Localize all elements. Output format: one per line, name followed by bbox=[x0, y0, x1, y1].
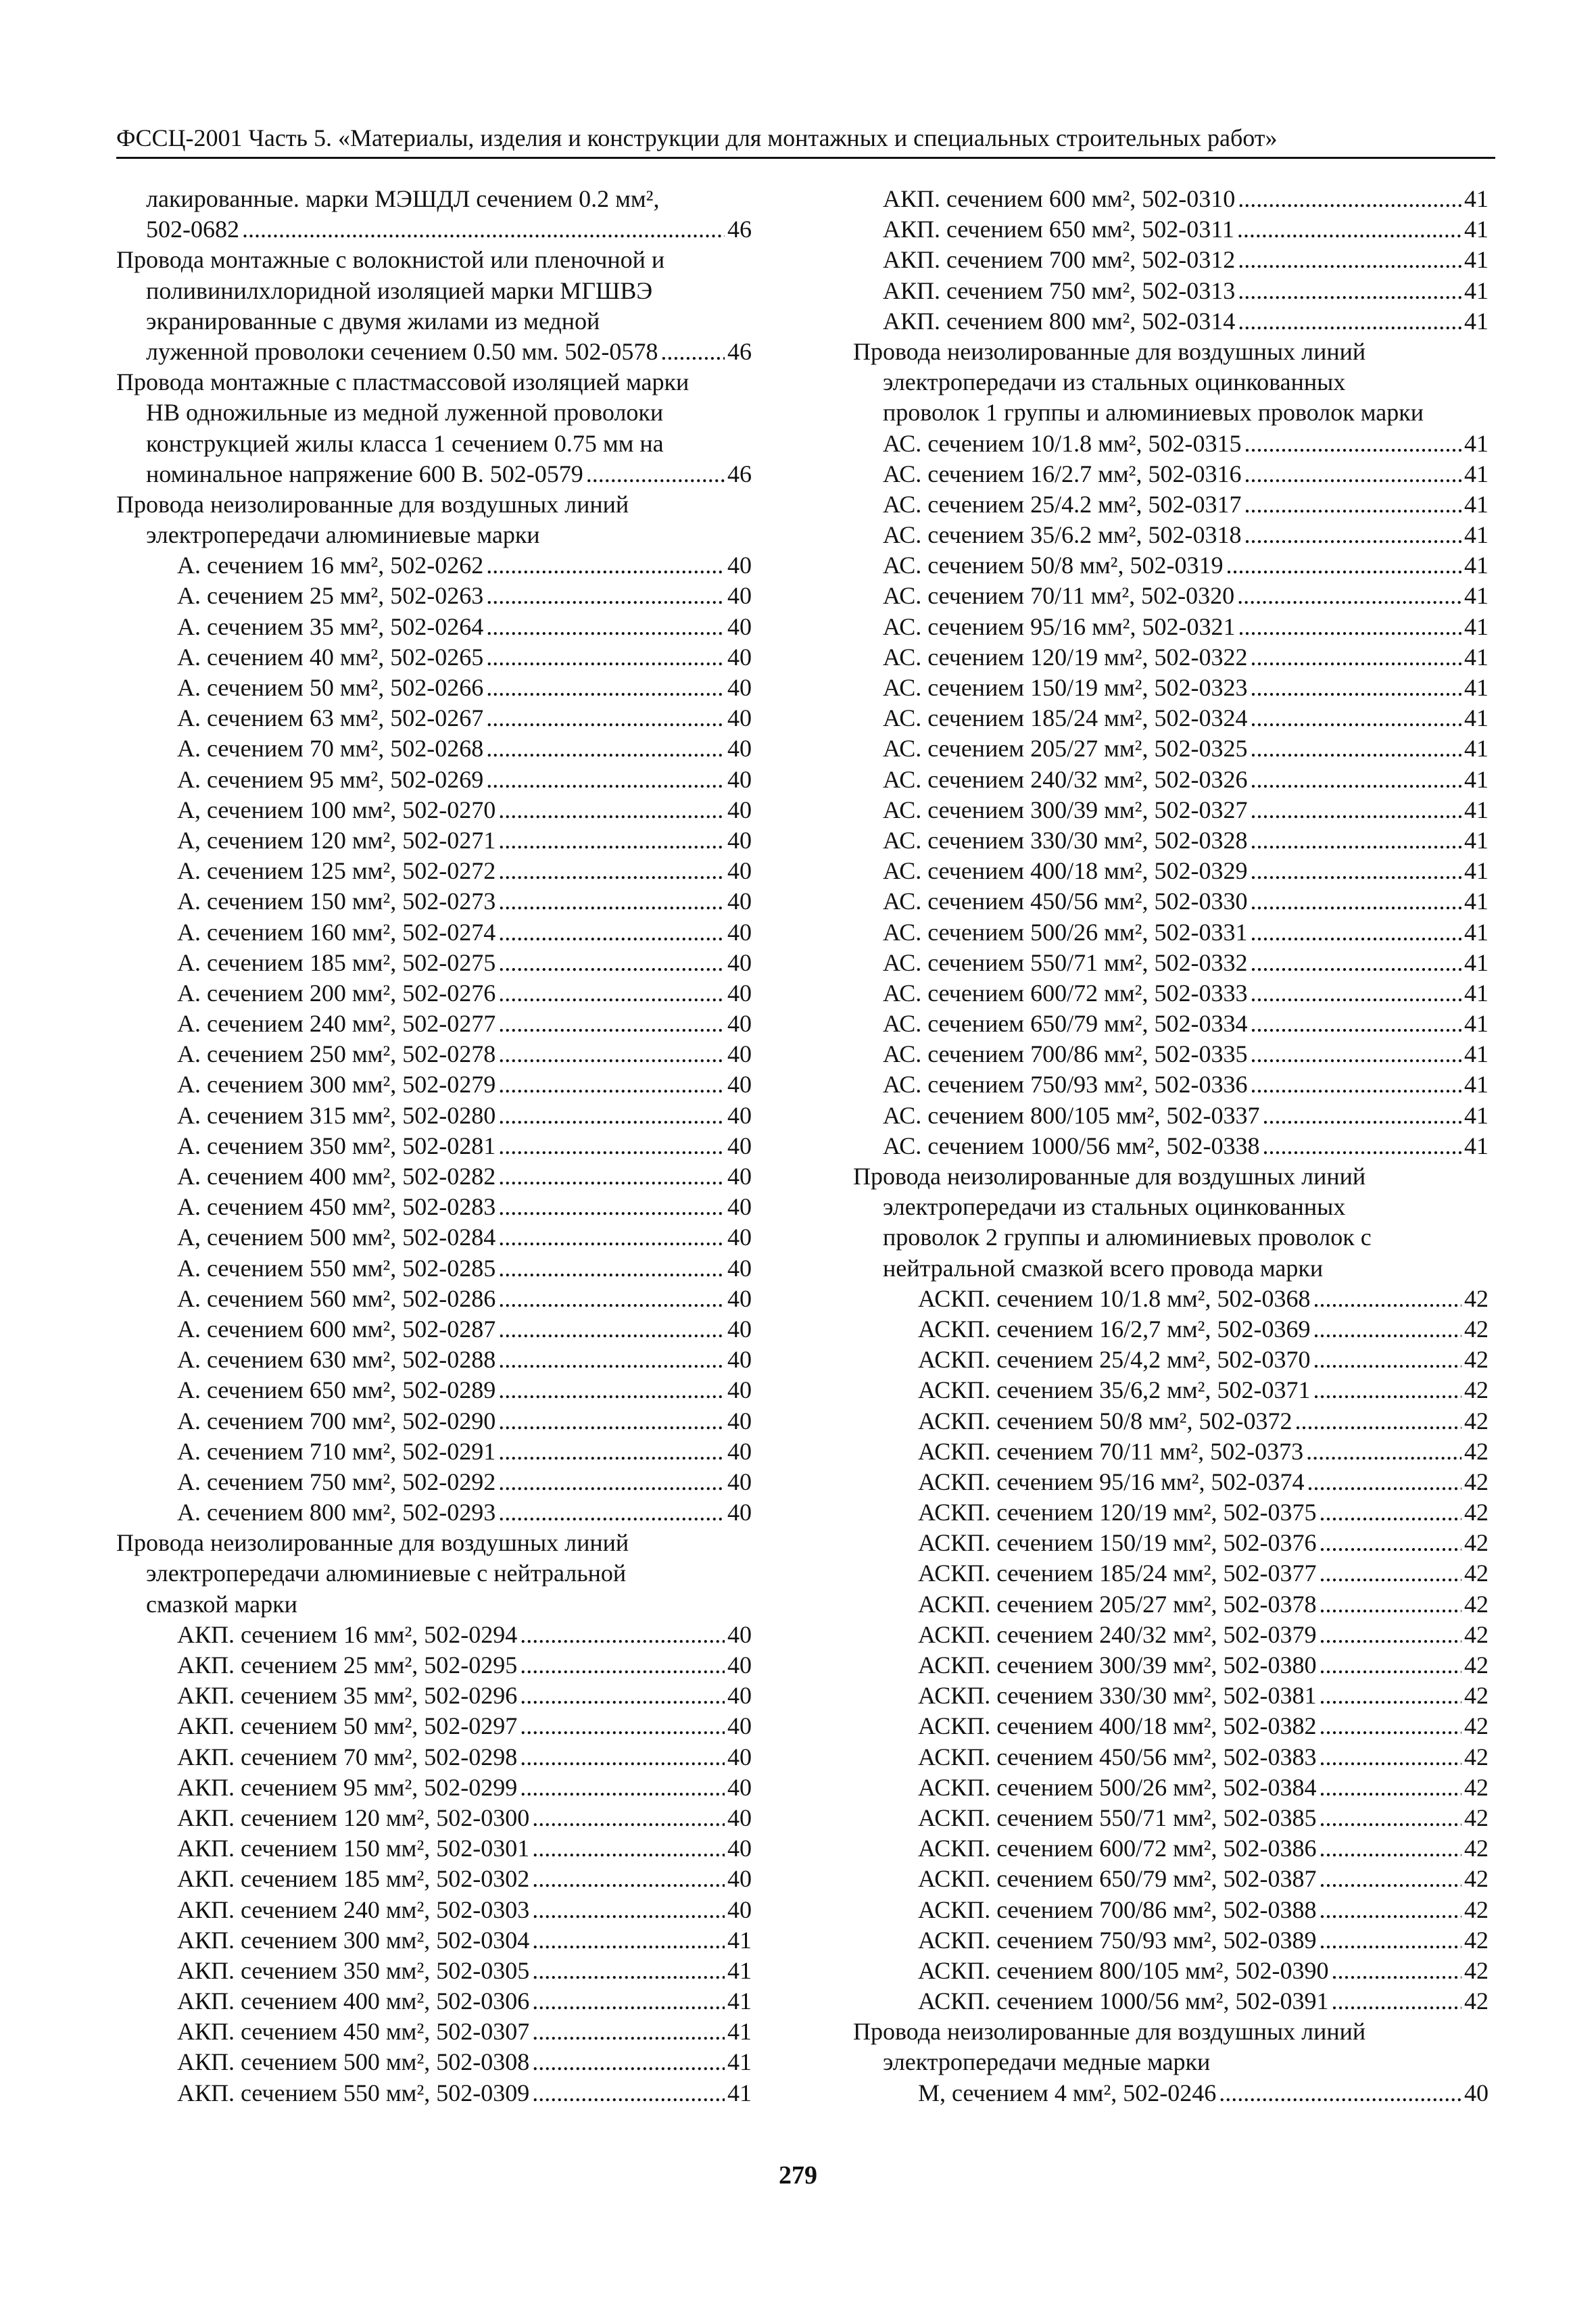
index-entry: луженной проволоки сечением 0.50 мм. 502-0578 ..... 46 bbox=[116, 337, 752, 367]
index-entry: А. сечением 70 мм², 502-0268 ..... 40 bbox=[116, 733, 752, 764]
index-entry: АКП. сечением 800 мм², 502-0314 ..... 41 bbox=[853, 306, 1489, 337]
index-entry: АСКП. сечением 300/39 мм², 502-0380 ..... 42 bbox=[853, 1650, 1489, 1681]
index-entry: А. сечением 550 мм², 502-0285 ..... 40 bbox=[116, 1253, 752, 1284]
index-entry: А. сечением 300 мм², 502-0279 ..... 40 bbox=[116, 1069, 752, 1100]
index-entry: АСКП. сечением 120/19 мм², 502-0375 ..... 42 bbox=[853, 1497, 1489, 1528]
group-heading: Провода неизолированные для воздушных линий bbox=[853, 2018, 1366, 2046]
index-entry: АС. сечением 120/19 мм², 502-0322 ..... 41 bbox=[853, 642, 1489, 673]
index-entry: АКП. сечением 650 мм², 502-0311 ..... 41 bbox=[853, 214, 1489, 245]
index-entry: АС. сечением 1000/56 мм², 502-0338 ..... 41 bbox=[853, 1131, 1489, 1161]
index-entry: АС. сечением 700/86 мм², 502-0335 ..... 41 bbox=[853, 1039, 1489, 1069]
index-entry: А. сечением 560 мм², 502-0286 ..... 40 bbox=[116, 1284, 752, 1314]
index-entry: АСКП. сечением 500/26 мм², 502-0384 ..... 42 bbox=[853, 1772, 1489, 1803]
index-entry: АС. сечением 50/8 мм², 502-0319 ..... 41 bbox=[853, 550, 1489, 581]
index-entry: АКП. сечением 35 мм², 502-0296 ..... 40 bbox=[116, 1681, 752, 1711]
group-heading-cont: электропередачи алюминиевые с нейтральной bbox=[146, 1560, 627, 1587]
entry-list bbox=[853, 429, 1489, 1162]
index-entry: А. сечением 750 мм², 502-0292 ..... 40 bbox=[116, 1467, 752, 1497]
index-entry: А. сечением 200 мм², 502-0276 ..... 40 bbox=[116, 978, 752, 1009]
index-entry: АСКП. сечением 150/19 мм², 502-0376 ..... 42 bbox=[853, 1528, 1489, 1558]
group-heading-cont: электропередачи медные марки bbox=[883, 2048, 1211, 2076]
group-heading-cont: проволок 1 группы и алюминиевых проволок марки bbox=[883, 399, 1424, 427]
index-entry: АС. сечением 35/6.2 мм², 502-0318 ..... 41 bbox=[853, 520, 1489, 550]
index-entry: АС. сечением 800/105 мм², 502-0337 ..... 41 bbox=[853, 1101, 1489, 1131]
group-heading: Провода неизолированные для воздушных линий bbox=[853, 1163, 1366, 1190]
index-entry: А. сечением 710 мм², 502-0291 ..... 40 bbox=[116, 1437, 752, 1467]
index-entry: А. сечением 95 мм², 502-0269 ..... 40 bbox=[116, 765, 752, 795]
index-entry: А. сечением 160 мм², 502-0274 ..... 40 bbox=[116, 917, 752, 948]
index-entry: АКП. сечением 700 мм², 502-0312 ..... 41 bbox=[853, 245, 1489, 275]
index-entry: А. сечением 16 мм², 502-0262 ..... 40 bbox=[116, 550, 752, 581]
index-entry: АКП. сечением 50 мм², 502-0297 ..... 40 bbox=[116, 1711, 752, 1741]
group-heading: Провода монтажные с пластмассовой изоляцией марки bbox=[116, 368, 690, 396]
entry-list bbox=[853, 1284, 1489, 2017]
entry-list bbox=[853, 184, 1489, 337]
index-entry: А. сечением 400 мм², 502-0282 ..... 40 bbox=[116, 1161, 752, 1192]
index-entry: АСКП. сечением 95/16 мм², 502-0374 ..... 42 bbox=[853, 1467, 1489, 1497]
index-entry: АКП. сечением 16 мм², 502-0294 ..... 40 bbox=[116, 1620, 752, 1650]
index-entry: АКП. сечением 95 мм², 502-0299 ..... 40 bbox=[116, 1772, 752, 1803]
index-entry: АСКП. сечением 185/24 мм², 502-0377 ..... 42 bbox=[853, 1558, 1489, 1589]
group-heading-cont: электропередачи алюминиевые марки bbox=[146, 521, 540, 549]
index-entry: А. сечением 350 мм², 502-0281 ..... 40 bbox=[116, 1131, 752, 1161]
index-entry: А. сечением 630 мм², 502-0288 ..... 40 bbox=[116, 1345, 752, 1375]
group-heading-cont: конструкцией жилы класса 1 сечением 0.75 мм на bbox=[146, 429, 664, 457]
group-heading-cont: электропередачи из стальных оцинкованных bbox=[883, 368, 1346, 396]
index-entry: АС. сечением 750/93 мм², 502-0336 ..... 41 bbox=[853, 1069, 1489, 1100]
index-entry: номинальное напряжение 600 В. 502-0579 ..... 46 bbox=[116, 459, 752, 489]
entry-list bbox=[116, 1620, 752, 2108]
page-number: 279 bbox=[779, 2161, 817, 2190]
index-entry: АСКП. сечением 700/86 мм², 502-0388 ..... 42 bbox=[853, 1895, 1489, 1925]
index-entry: А. сечением 50 мм², 502-0266 ..... 40 bbox=[116, 673, 752, 703]
index-entry: А, сечением 120 мм², 502-0271 ..... 40 bbox=[116, 825, 752, 856]
index-entry: АСКП. сечением 650/79 мм², 502-0387 ..... 42 bbox=[853, 1864, 1489, 1894]
index-entry: А. сечением 240 мм², 502-0277 ..... 40 bbox=[116, 1009, 752, 1039]
index-entry: АС. сечением 240/32 мм², 502-0326 ..... 41 bbox=[853, 765, 1489, 795]
index-entry: АС. сечением 70/11 мм², 502-0320 ..... 41 bbox=[853, 581, 1489, 611]
index-entry: АСКП. сечением 35/6,2 мм², 502-0371 ..... 42 bbox=[853, 1375, 1489, 1405]
group-heading: Провода монтажные с волокнистой или пленочной и bbox=[116, 246, 665, 274]
index-entry: А. сечением 450 мм², 502-0283 ..... 40 bbox=[116, 1192, 752, 1222]
index-entry: АС. сечением 650/79 мм², 502-0334 ..... 41 bbox=[853, 1009, 1489, 1039]
left-column bbox=[116, 184, 752, 2108]
index-entry: А. сечением 250 мм², 502-0278 ..... 40 bbox=[116, 1039, 752, 1069]
index-entry: АКП. сечением 70 мм², 502-0298 ..... 40 bbox=[116, 1742, 752, 1772]
index-entry: АС. сечением 16/2.7 мм², 502-0316 ..... 41 bbox=[853, 459, 1489, 489]
index-entry: А. сечением 600 мм², 502-0287 ..... 40 bbox=[116, 1314, 752, 1345]
index-entry: АКП. сечением 240 мм², 502-0303 ..... 40 bbox=[116, 1895, 752, 1925]
index-entry: А. сечением 63 мм², 502-0267 ..... 40 bbox=[116, 703, 752, 733]
index-entry: АС. сечением 330/30 мм², 502-0328 ..... 41 bbox=[853, 825, 1489, 856]
group-heading: Провода неизолированные для воздушных линий bbox=[116, 490, 629, 518]
index-entry: АСКП. сечением 800/105 мм², 502-0390 ..... 42 bbox=[853, 1956, 1489, 1986]
index-entry: АСКП. сечением 550/71 мм², 502-0385 ..... 42 bbox=[853, 1803, 1489, 1833]
index-entry: АСКП. сечением 750/93 мм², 502-0389 ..... 42 bbox=[853, 1925, 1489, 1956]
index-entry: М, сечением 4 мм², 502-0246 ..... 40 bbox=[853, 2078, 1489, 2108]
index-entry: АКП. сечением 185 мм², 502-0302 ..... 40 bbox=[116, 1864, 752, 1894]
index-entry: АС. сечением 205/27 мм², 502-0325 ..... 41 bbox=[853, 733, 1489, 764]
index-entry: АКП. сечением 450 мм², 502-0307 ..... 41 bbox=[116, 2017, 752, 2047]
index-entry: АСКП. сечением 205/27 мм², 502-0378 ..... 42 bbox=[853, 1589, 1489, 1620]
index-entry: АКП. сечением 550 мм², 502-0309 ..... 41 bbox=[116, 2078, 752, 2108]
index-entry: АС. сечением 10/1.8 мм², 502-0315 ..... 41 bbox=[853, 429, 1489, 459]
index-entry: АСКП. сечением 450/56 мм², 502-0383 ..... 42 bbox=[853, 1742, 1489, 1772]
index-entry: АС. сечением 185/24 мм², 502-0324 ..... 41 bbox=[853, 703, 1489, 733]
index-entry: АС. сечением 25/4.2 мм², 502-0317 ..... 41 bbox=[853, 489, 1489, 520]
index-entry: А. сечением 25 мм², 502-0263 ..... 40 bbox=[116, 581, 752, 611]
group-heading-cont: смазкой марки bbox=[146, 1590, 297, 1618]
index-entry: А. сечением 700 мм², 502-0290 ..... 40 bbox=[116, 1406, 752, 1437]
index-entry: АКП. сечением 150 мм², 502-0301 ..... 40 bbox=[116, 1833, 752, 1864]
index-entry: АСКП. сечением 10/1.8 мм², 502-0368 ..... 42 bbox=[853, 1284, 1489, 1314]
index-entry: АС. сечением 450/56 мм², 502-0330 ..... 41 bbox=[853, 886, 1489, 917]
index-entry: АС. сечением 150/19 мм², 502-0323 ..... 41 bbox=[853, 673, 1489, 703]
index-entry: А. сечением 800 мм², 502-0293 ..... 40 bbox=[116, 1497, 752, 1528]
right-column bbox=[853, 184, 1489, 2108]
index-entry: АКП. сечением 500 мм², 502-0308 ..... 41 bbox=[116, 2047, 752, 2077]
page-header: ФССЦ-2001 Часть 5. «Материалы, изделия и конструкции для монтажных и специальных строительных работ» bbox=[116, 119, 1495, 159]
index-entry: АСКП. сечением 600/72 мм², 502-0386 ..... 42 bbox=[853, 1833, 1489, 1864]
group-heading-cont: НВ одножильные из медной луженной проволоки bbox=[146, 399, 664, 427]
group-heading-cont: экранированные с двумя жилами из медной bbox=[146, 307, 600, 335]
entry-list bbox=[853, 2078, 1489, 2108]
index-entry: АС. сечением 500/26 мм², 502-0331 ..... 41 bbox=[853, 917, 1489, 948]
index-entry: АС. сечением 600/72 мм², 502-0333 ..... 41 bbox=[853, 978, 1489, 1009]
index-entry: АС. сечением 95/16 мм², 502-0321 ..... 41 bbox=[853, 612, 1489, 642]
index-entry: АСКП. сечением 25/4,2 мм², 502-0370 ..... 42 bbox=[853, 1345, 1489, 1375]
index-entry: АСКП. сечением 50/8 мм², 502-0372 ..... 42 bbox=[853, 1406, 1489, 1437]
index-entry: 502-0682 ..... 46 bbox=[116, 214, 752, 245]
index-entry: АС. сечением 400/18 мм², 502-0329 ..... 41 bbox=[853, 856, 1489, 886]
index-entry: АСКП. сечением 16/2,7 мм², 502-0369 ..... 42 bbox=[853, 1314, 1489, 1345]
group-heading: Провода неизолированные для воздушных линий bbox=[853, 337, 1366, 365]
index-entry: АКП. сечением 120 мм², 502-0300 ..... 40 bbox=[116, 1803, 752, 1833]
group-heading-cont: проволок 2 группы и алюминиевых проволок с bbox=[883, 1224, 1372, 1251]
index-entry: А. сечением 185 мм², 502-0275 ..... 40 bbox=[116, 948, 752, 978]
index-entry: А, сечением 500 мм², 502-0284 ..... 40 bbox=[116, 1222, 752, 1253]
index-entry: АСКП. сечением 330/30 мм², 502-0381 ..... 42 bbox=[853, 1681, 1489, 1711]
index-entry: АКП. сечением 400 мм², 502-0306 ..... 41 bbox=[116, 1986, 752, 2017]
index-entry: АКП. сечением 750 мм², 502-0313 ..... 41 bbox=[853, 276, 1489, 306]
index-entry: А. сечением 650 мм², 502-0289 ..... 40 bbox=[116, 1375, 752, 1405]
index-entry: АСКП. сечением 400/18 мм², 502-0382 ..... 42 bbox=[853, 1711, 1489, 1741]
group-heading-cont: нейтральной смазкой всего провода марки bbox=[883, 1254, 1324, 1282]
index-entry: АКП. сечением 300 мм², 502-0304 ..... 41 bbox=[116, 1925, 752, 1956]
group-heading-cont: поливинилхлоридной изоляцией марки МГШВЭ bbox=[146, 276, 653, 304]
index-entry: АСКП. сечением 1000/56 мм², 502-0391 ..... 42 bbox=[853, 1986, 1489, 2017]
index-entry: АКП. сечением 350 мм², 502-0305 ..... 41 bbox=[116, 1956, 752, 1986]
group-heading: Провода неизолированные для воздушных линий bbox=[116, 1529, 629, 1557]
index-entry: А. сечением 40 мм², 502-0265 ..... 40 bbox=[116, 642, 752, 673]
continued-line: лакированные. марки МЭШДЛ сечением 0.2 мм², bbox=[146, 185, 660, 212]
index-entry: АКП. сечением 600 мм², 502-0310 ..... 41 bbox=[853, 184, 1489, 214]
group-heading-cont: электропередачи из стальных оцинкованных bbox=[883, 1193, 1346, 1221]
index-entry: АСКП. сечением 70/11 мм², 502-0373 ..... 42 bbox=[853, 1437, 1489, 1467]
index-entry: А. сечением 35 мм², 502-0264 ..... 40 bbox=[116, 612, 752, 642]
index-entry: АКП. сечением 25 мм², 502-0295 ..... 40 bbox=[116, 1650, 752, 1681]
index-entry: АСКП. сечением 240/32 мм², 502-0379 ..... 42 bbox=[853, 1620, 1489, 1650]
index-entry: А. сечением 150 мм², 502-0273 ..... 40 bbox=[116, 886, 752, 917]
index-entry: АС. сечением 550/71 мм², 502-0332 ..... 41 bbox=[853, 948, 1489, 978]
index-entry: А. сечением 315 мм², 502-0280 ..... 40 bbox=[116, 1101, 752, 1131]
entry-list bbox=[116, 550, 752, 1528]
index-entry: АС. сечением 300/39 мм², 502-0327 ..... 41 bbox=[853, 795, 1489, 825]
index-entry: А, сечением 100 мм², 502-0270 ..... 40 bbox=[116, 795, 752, 825]
index-entry: А. сечением 125 мм², 502-0272 ..... 40 bbox=[116, 856, 752, 886]
